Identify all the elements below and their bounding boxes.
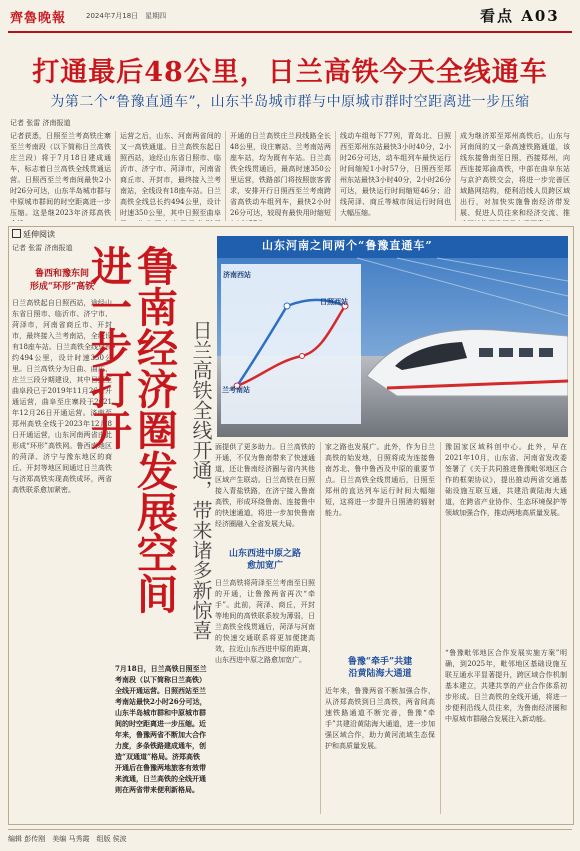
newspaper-logo: 齊魯晚報 [10, 11, 67, 26]
article-column-1: 记者获悉，日照至兰考高铁庄寨至兰考南段（以下简称日兰高铁庄兰段）将于7月18日建成通车，标志着日兰高铁全线贯通运营。日照西至兰考南间最快2小时26分可达，山东半岛城市群与中原城市群间的时空距离进一步压缩。这是继2023年济郑高铁 [10, 132, 111, 217]
extended-column-left: 日兰高铁起自日照西站，途经山东省日照市、临沂市、济宁市、菏泽市，河南省商丘市、开封市，最终接入兰考南站，全线设有18座车站。日兰高铁全线总长约494公里，设计时速350公里。日兰高铁分为日曲、曲庄、庄兰三段分期建设，其中日照至曲阜段已于2019年11月26日开通运营，曲阜至庄寨段于2021年12月26日开通运营。济南至郑州高铁全线于2023年12月8日开通运营，山东河南两省由此形成“环形”高铁网。鲁西南地区的菏泽、济宁与豫东地区的商丘、开封等地区间通过日兰高铁与济郑高铁实现高铁成环，两省高铁联系愈加紧密。 [12, 299, 112, 494]
column-divider [225, 131, 226, 221]
extended-column-b: 家之路也发展广。此外，作为日兰高铁的始发地，日照将成为连接鲁南苏北、鲁中鲁西及中原的重要节点。日兰高铁全线贯通后，日照至郑州的直达列车运行时间大幅缩短，这将进一步提升日照港的辐射能力。 [325, 443, 435, 517]
extended-reading-tab [12, 229, 55, 240]
article-column-2: 运营之后，山东、河南两省间的又一高铁通道。日兰高铁东起日照西站，途经山东省日照市、临沂市、济宁市、菏泽市，河南省商丘市、开封市，最终接入兰考南站，全线设有18座车站。日兰高铁全线总长约494公里，设计时速350公里，其中日照至曲阜 [120, 132, 221, 217]
tab-icon [12, 229, 21, 238]
extended-column-c2: “鲁豫毗邻地区合作发展实施方案”明确，到2025年，毗邻地区基础设施互联互通水平显著提升，跨区域合作机制基本建立，共建共享的产业合作体系初步形成。日兰高铁的全线开通，将进一步便利沿线人员往来，为鲁南经济圈和中原城市群融合发展注入新动能。 [445, 649, 567, 723]
section-subtitle: 鲁西和豫东间 形成“环形”高铁 [29, 269, 95, 292]
extended-column-c: 豫国家区域科创中心。此外，早在2021年10月，山东省、河南省发改委签署了《关于共同推进鲁豫毗邻地区合作的框架协议》，提出推动两省交通基础设施互联互通，共建沿黄陆海大通道，在跨省产业协作、生态环境保护等领域加强合作，推动两地高质量发展。 [445, 443, 567, 517]
section-label: 看点 A03 [480, 7, 560, 25]
feature-photo [217, 236, 568, 437]
article-column-3: 开通的日兰高铁庄兰段线路全长48公里，设庄寨站、兰考南站两座车站，均为既有车站。日兰高铁全线贯通后，最高时速350公里运营，铁路部门将按照旅客需求，安排开行日照西至兰考南跨省高铁动车组列车，最快2小时26分可达，较现有最快用时缩短 [230, 132, 331, 217]
column-divider [115, 131, 116, 221]
map-label-rizhao: 日照西站 [320, 298, 348, 306]
extended-column-b2: 近年来，鲁豫两省不断加强合作，从济郑高铁到日兰高铁，两省间高速铁路通道不断完善，鲁豫“牵手”共建沿黄陆海大通道，进一步加强区域合作，助力黄河流域生态保护和高质量发展。 [325, 687, 435, 750]
map-label-jinan: 济南西站 [223, 271, 251, 279]
article-column-5: 成为继济郑至郑州高铁后，山东与河南间的又一条高速铁路通道，该线东接鲁南至日照，西接郑州，向西连接郑渝高铁，中部在曲阜东站与京沪高铁交会，将进一步完善区域路网结构，便利沿线人员跨区域出行，对加快实施鲁南经济带发展、促进人员往来和经济交流、推 [460, 132, 570, 217]
inner-title-corridor: 鲁豫“牵手”共建 沿黄陆海大通道 [347, 657, 413, 679]
footer-rule [8, 829, 572, 830]
extended-column-a2: 日兰高铁将菏泽至兰考南至日照的开通，让鲁豫两省再次“牵手”。此前，菏泽、商丘，开封等地间的高铁联系较为薄弱，日兰高铁全线贯通后，菏泽与河南的快速交通联系将更加便捷高效，拉近山东西进中原的距离，山东西进中原之路愈加宽广。 [215, 579, 315, 664]
vertical-headline: 鲁南经济圈发展空间进一步打开 [84, 245, 178, 614]
tab-label: 延伸阅读 [23, 230, 55, 239]
masthead [0, 0, 580, 30]
vertical-subheadline: 日兰高铁全线开通，带来诸多新惊喜 [189, 320, 213, 640]
photo-caption: 7月18日，日兰高铁日照至兰考南段（以下简称日兰高铁）全线开通运营。日照西站至兰考南站最快2小时26分可达，山东半岛城市群和中原城市群间的时空距离进一步压缩。近年来，鲁豫两省不断加大合作力度，多条铁路建成通车，创造“双通道”格局。济郑高铁开通后在鲁豫两地旅客有效带来流通，日兰高铁的全线开通则在两省带来便利新格局。 [115, 664, 207, 794]
column-divider [320, 442, 321, 814]
extended-byline: 记者 张雷 济南报道 [12, 244, 73, 252]
column-divider [335, 131, 336, 221]
map-label-lankao: 兰考南站 [222, 386, 250, 394]
top-rule [8, 31, 572, 33]
article-byline: 记者 张雷 济南报道 [10, 119, 71, 127]
issue-date: 2024年7月18日 星期四 [86, 12, 167, 20]
column-divider [440, 442, 441, 814]
inner-title-westward: 山东西进中原之路 愈加宽广 [228, 549, 301, 571]
main-headline: 打通最后48公里，日兰高铁今天全线通车 [32, 57, 548, 88]
column-divider [455, 131, 456, 221]
article-column-4: 线动车组每下77列，青岛北、日照西至郑州东站最快3小时40分，2小时26分可达，动车组列车最快运行时间缩短1小时57分，日照西至郑州东站最快3小时40分，2小时26分可达，最快运行时间缩短46分；沿线菏泽、商丘等城市间运行时间也大幅压缩。 [340, 132, 451, 217]
editor-credits: 编辑 彭传刚 美编 马秀霞 组版 侯波 [8, 835, 127, 843]
train-map-illustration [217, 236, 568, 437]
photo-title: 山东河南之间两个“鲁豫直通车” [262, 239, 433, 252]
sub-headline: 为第二个“鲁豫直通车”，山东半岛城市群与中原城市群时空距离进一步压缩 [50, 94, 530, 110]
extended-column-a: 面提供了更多助力。日兰高铁的开通，不仅为鲁南带来了快速通道，还让鲁南经济圈与省内其他区域产生联动。日兰高铁在日照接入青盐铁路，在济宁接入鲁南高铁，形成环绕鲁南、连接鲁中的快速通道，将进一步加快鲁南经济圈融入全省发展大局。 [215, 443, 315, 528]
